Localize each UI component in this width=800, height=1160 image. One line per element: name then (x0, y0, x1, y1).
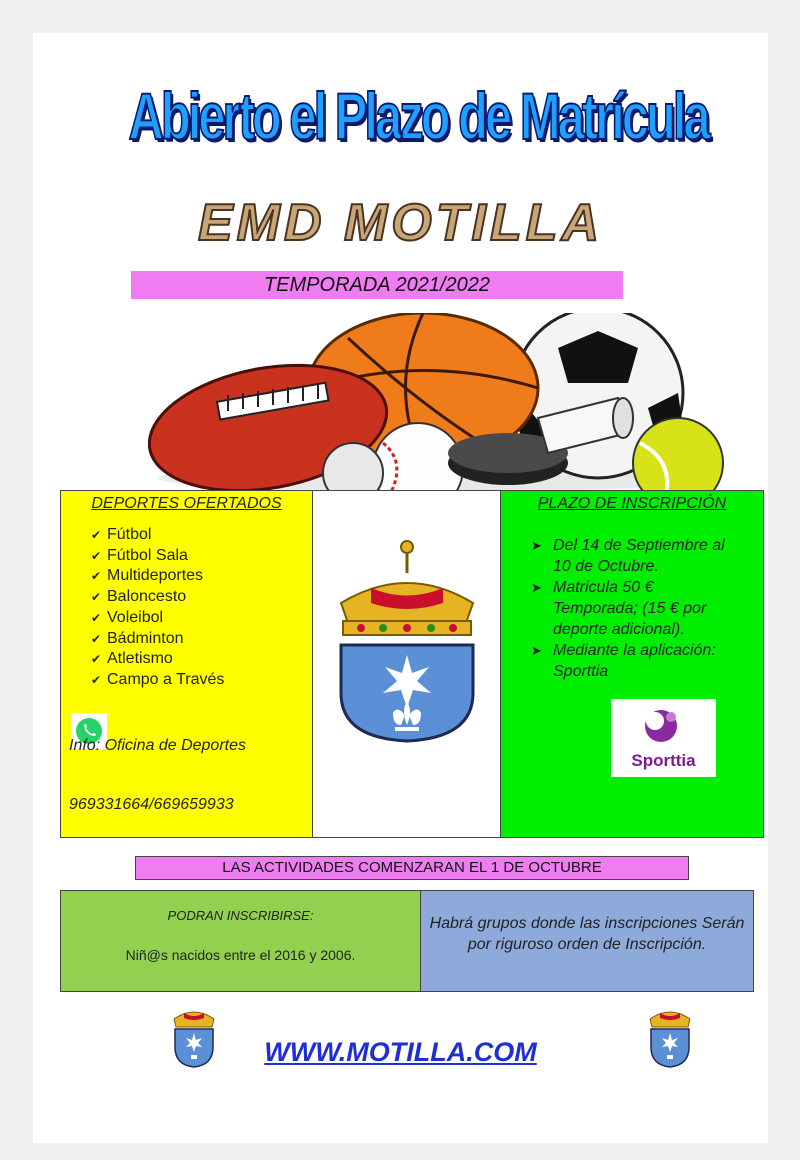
arrow-icon: ➤ (531, 580, 542, 595)
sports-balls-illustration (148, 313, 728, 513)
sporttia-logo (611, 699, 716, 777)
poster-title: Abierto el Plazo de Matrícula (128, 79, 708, 153)
check-icon: ✔ (91, 590, 102, 605)
eligibility-heading: PODRAN INSCRIBIRSE: (167, 908, 314, 923)
list-item: ✔ Bádminton (91, 629, 224, 650)
check-icon: ✔ (91, 569, 102, 584)
website-link[interactable]: WWW.MOTILLA.COM (264, 1037, 537, 1067)
eligibility-text: Niñ@s nacidos entre el 2016 y 2006. (125, 947, 356, 963)
arrow-icon: ➤ (531, 643, 542, 658)
info-office: Info: Oficina de Deportes (69, 737, 246, 754)
list-item: ✔ Baloncesto (91, 587, 224, 608)
sports-heading: DEPORTES OFERTADOS (91, 495, 282, 512)
registration-list (531, 535, 741, 682)
sports-panel (61, 491, 313, 837)
eligibility-panel (61, 891, 421, 991)
list-item: ✔ Voleibol (91, 608, 224, 629)
check-icon: ✔ (91, 672, 102, 687)
check-icon: ✔ (91, 652, 102, 667)
info-grid (60, 490, 764, 838)
arrow-icon: ➤ (531, 538, 542, 553)
phone-number: 969331664/669659933 (69, 796, 234, 813)
crest-panel (313, 491, 501, 837)
list-item: ✔ Fútbol Sala (91, 546, 224, 567)
sporttia-mark-icon (611, 699, 716, 749)
list-item: ✔ Multideportes (91, 566, 224, 587)
check-icon: ✔ (91, 528, 102, 542)
list-item: ✔ Fútbol (91, 525, 224, 546)
sporttia-wordmark: Sporttia (631, 751, 696, 770)
check-icon: ✔ (91, 631, 102, 646)
activities-banner: LAS ACTIVIDADES COMENZARAN EL 1 DE OCTUBRE (135, 856, 689, 880)
check-icon: ✔ (91, 548, 102, 563)
sports-list (91, 525, 224, 691)
list-item: ➤ Del 14 de Septiembre al 10 de Octubre. (531, 537, 725, 575)
season-banner: TEMPORADA 2021/2022 (131, 271, 623, 299)
check-icon: ✔ (91, 610, 102, 625)
list-item: ✔ Campo a Través (91, 670, 224, 691)
groups-note: Habrá grupos donde las inscripciones Serán por riguroso orden de Inscripción. (429, 915, 745, 953)
coat-of-arms-icon (321, 533, 493, 743)
registration-panel (501, 491, 763, 837)
poster-subtitle: EMD MOTILLA (197, 194, 604, 252)
poster-page (33, 33, 768, 1143)
list-item: ✔ Atletismo (91, 649, 224, 670)
bottom-info (60, 890, 754, 992)
list-item: ➤ Matricula 50 € Temporada; (15 € por deporte adicional). (531, 579, 707, 638)
groups-panel (421, 891, 753, 991)
registration-heading: PLAZO DE INSCRIPCIÓN (537, 495, 727, 512)
list-item: ➤ Mediante la aplicación: Sporttia (531, 642, 716, 680)
